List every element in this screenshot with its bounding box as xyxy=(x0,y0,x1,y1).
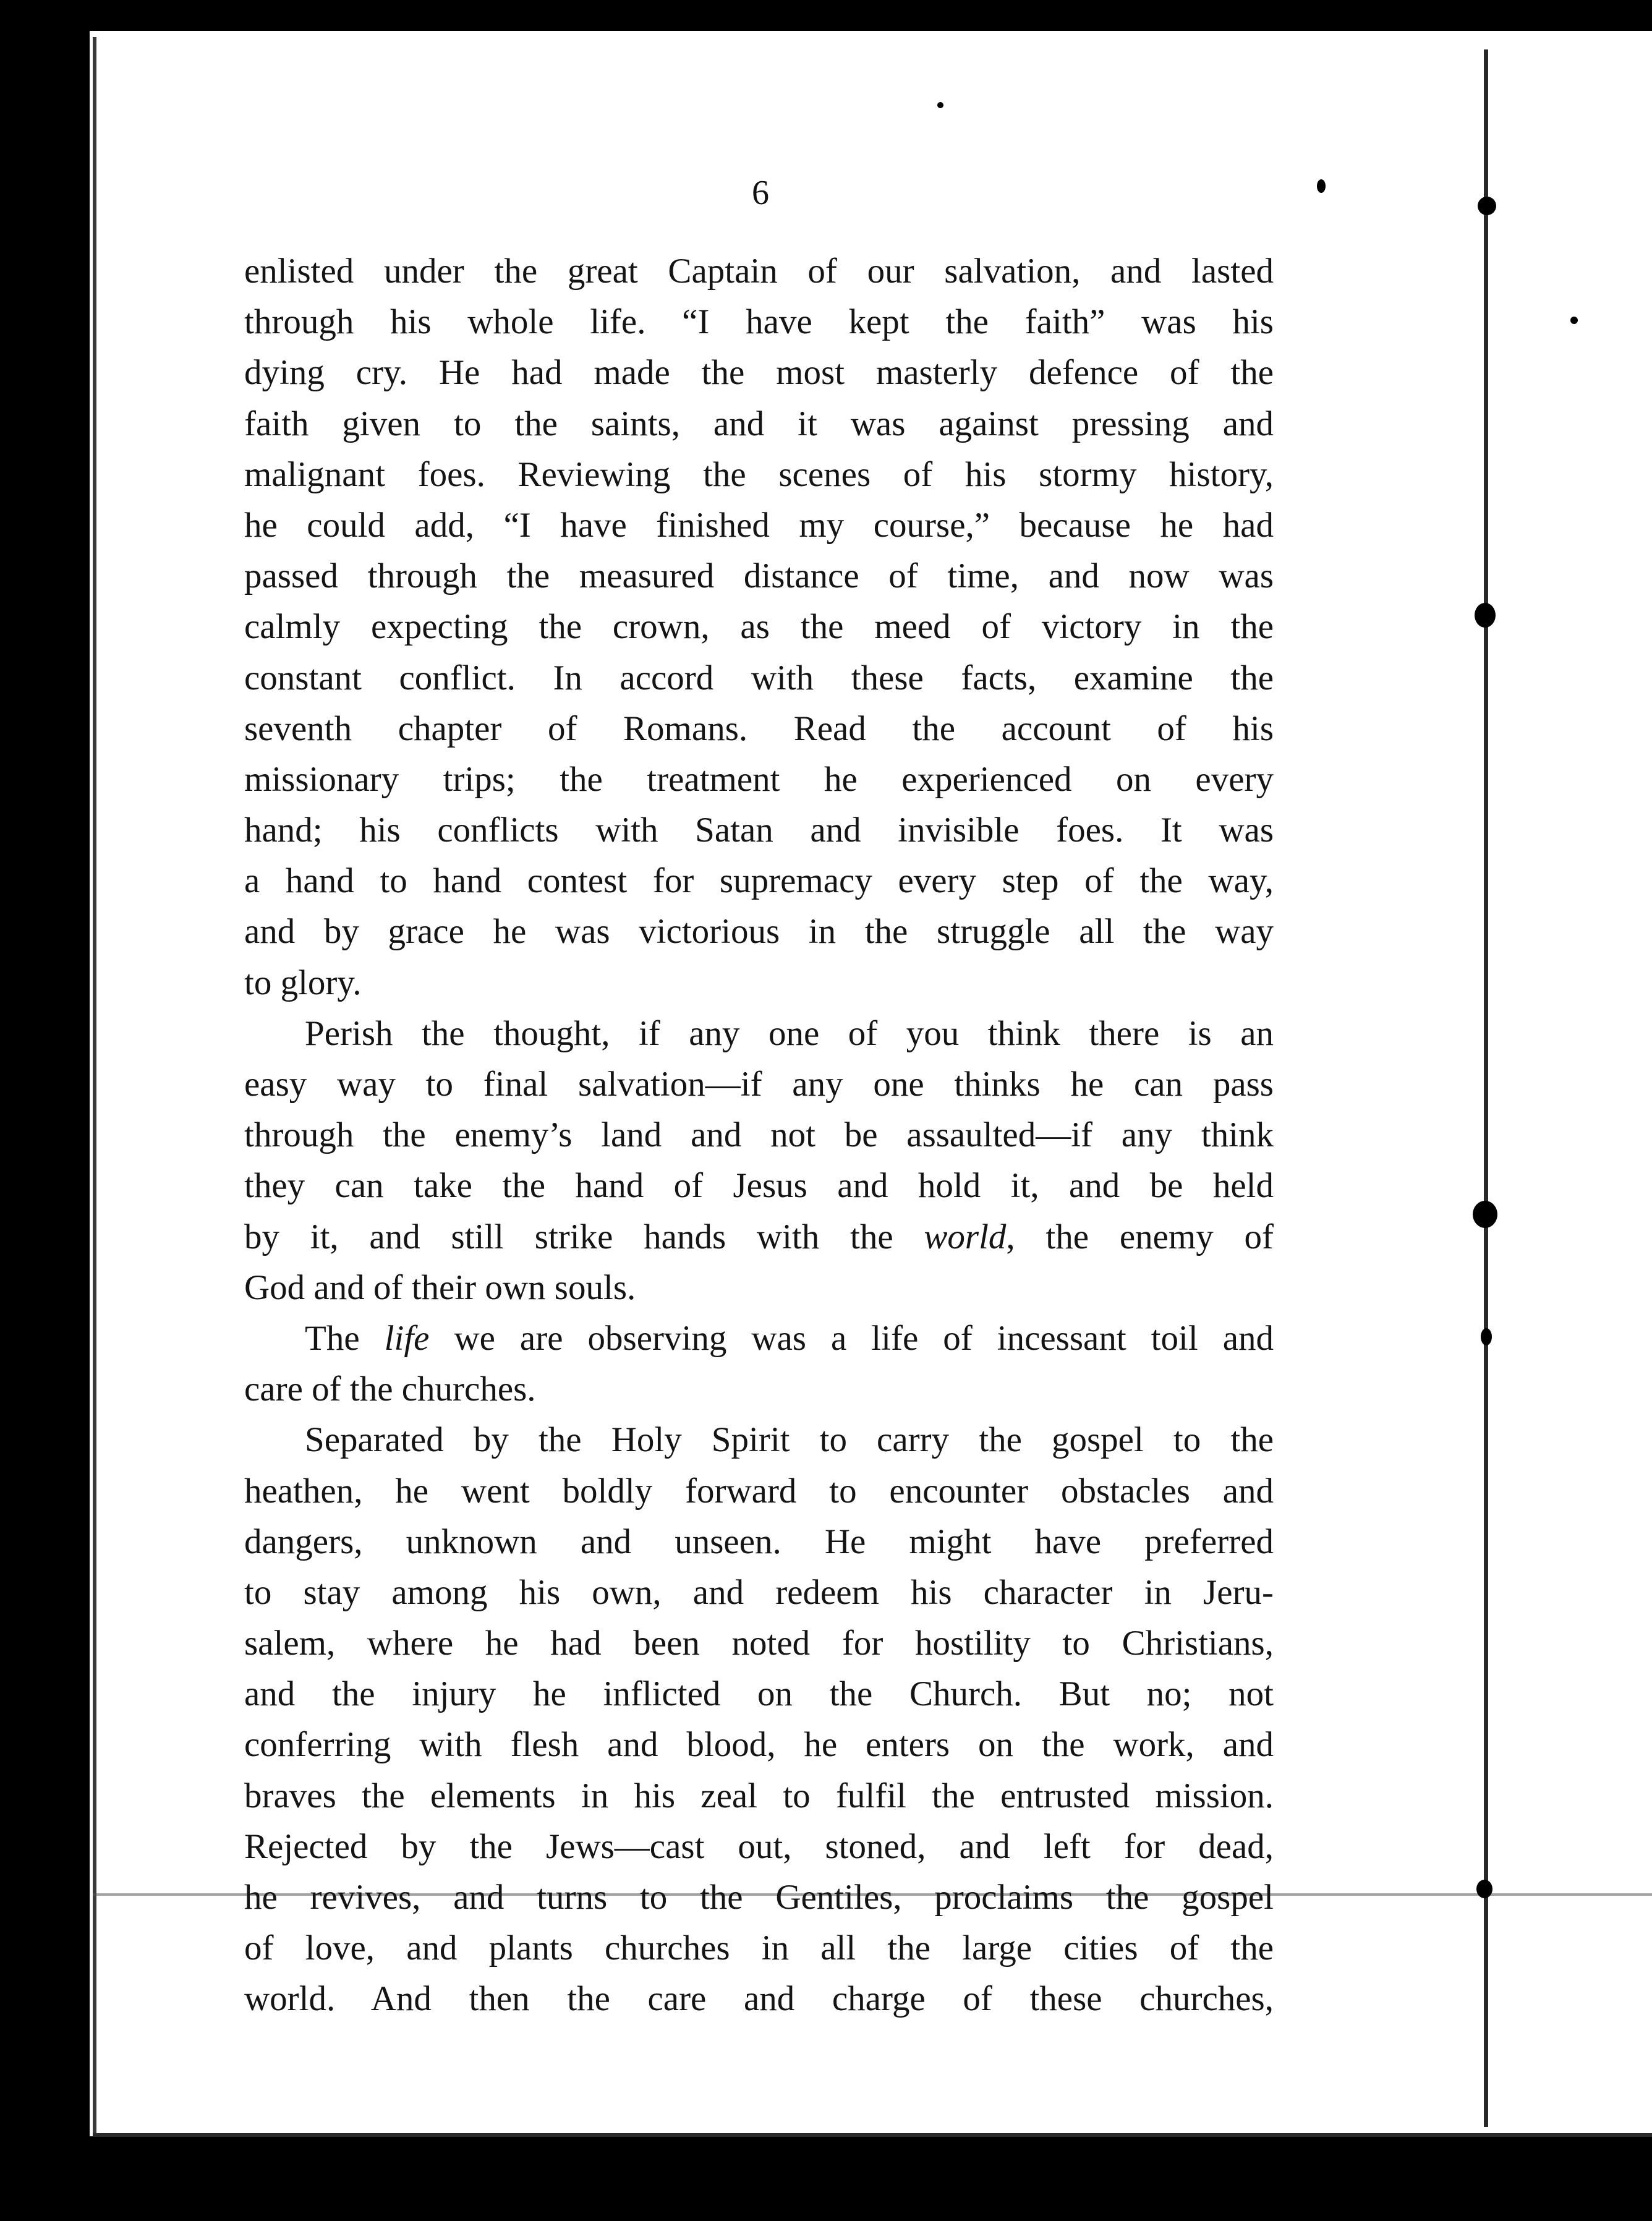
text-line: care of the churches. xyxy=(244,1370,536,1409)
text-line: world. And then the care and charge of these churches, xyxy=(244,1979,1274,2019)
bottom-border-line xyxy=(93,2133,1652,2137)
left-border-line xyxy=(93,37,96,2133)
text-line: through the enemy’s land and not be assaulted—if any think xyxy=(244,1115,1274,1155)
text-line: dying cry. He had made the most masterly defence of the xyxy=(244,353,1274,393)
text-line: of love, and plants churches in all the large cities of the xyxy=(244,1929,1274,1968)
text-line: easy way to final salvation—if any one thinks he can pass xyxy=(244,1065,1274,1104)
text-line: Rejected by the Jews—cast out, stoned, and left for dead, xyxy=(244,1827,1274,1866)
ink-blot xyxy=(1570,317,1578,324)
text-line: and by grace he was victorious in the struggle all the way xyxy=(244,912,1274,952)
text-segment: we are observing was a life of incessant toil and xyxy=(429,1318,1274,1358)
text-segment: by it, and still strike hands with the xyxy=(244,1217,924,1256)
body-text xyxy=(244,246,1274,2025)
text-segment: The xyxy=(305,1318,385,1358)
text-line: braves the elements in his zeal to fulfil the entrusted mission. xyxy=(244,1776,1274,1815)
text-line xyxy=(244,1313,1274,1364)
text-line: faith given to the saints, and it was against pressing and xyxy=(244,404,1274,443)
ink-blot xyxy=(1475,603,1496,628)
italic-word: life xyxy=(384,1318,430,1358)
ink-blot xyxy=(1478,197,1496,215)
text-line: God and of their own souls. xyxy=(244,1268,636,1307)
text-line: Perish the thought, if any one of you think there is an xyxy=(305,1013,1274,1053)
text-line: enlisted under the great Captain of our salvation, and lasted xyxy=(244,252,1274,291)
text-line: conferring with flesh and blood, he enters on the work, and xyxy=(244,1725,1274,1765)
ink-blot xyxy=(1476,1880,1492,1898)
ink-blot xyxy=(1481,1328,1492,1345)
text-line: they can take the hand of Jesus and hold it, and be held xyxy=(244,1166,1274,1206)
ink-blot xyxy=(1317,179,1326,193)
text-line: and the injury he inflicted on the Church. But no; not xyxy=(244,1674,1274,1714)
page-number: 6 xyxy=(752,174,769,212)
text-line: he could add, “I have finished my course,” because he had xyxy=(244,505,1274,545)
text-line: to stay among his own, and redeem his character in Jeru- xyxy=(244,1572,1274,1612)
right-border-line xyxy=(1484,49,1488,2127)
text-line: seventh chapter of Romans. Read the account of his xyxy=(244,709,1274,748)
ink-blot xyxy=(1473,1201,1497,1228)
text-line: Separated by the Holy Spirit to carry the gospel to the xyxy=(305,1420,1274,1460)
text-line: he revives, and turns to the Gentiles, proclaims the gospel xyxy=(244,1878,1274,1917)
text-line: dangers, unknown and unseen. He might have preferred xyxy=(244,1522,1274,1561)
text-line: to glory. xyxy=(244,963,362,1002)
text-segment: , the enemy of xyxy=(1006,1217,1274,1256)
text-line: hand; his conflicts with Satan and invisible foes. It was xyxy=(244,811,1274,850)
text-line: malignant foes. Reviewing the scenes of his stormy history, xyxy=(244,454,1274,494)
text-line: constant conflict. In accord with these facts, examine the xyxy=(244,658,1274,697)
text-line: through his whole life. “I have kept the faith” was his xyxy=(244,302,1274,342)
text-line: salem, where he had been noted for hostility to Christians, xyxy=(244,1624,1274,1663)
text-line: calmly expecting the crown, as the meed of victory in the xyxy=(244,607,1274,647)
italic-word: world xyxy=(924,1217,1007,1256)
ink-blot xyxy=(937,102,943,108)
text-line: a hand to hand contest for supremacy every step of the way, xyxy=(244,861,1274,901)
text-line: heathen, he went boldly forward to encounter obstacles and xyxy=(244,1471,1274,1511)
text-line: passed through the measured distance of time, and now was xyxy=(244,556,1274,596)
text-line: missionary trips; the treatment he experienced on every xyxy=(244,759,1274,799)
text-line xyxy=(244,1212,1274,1263)
